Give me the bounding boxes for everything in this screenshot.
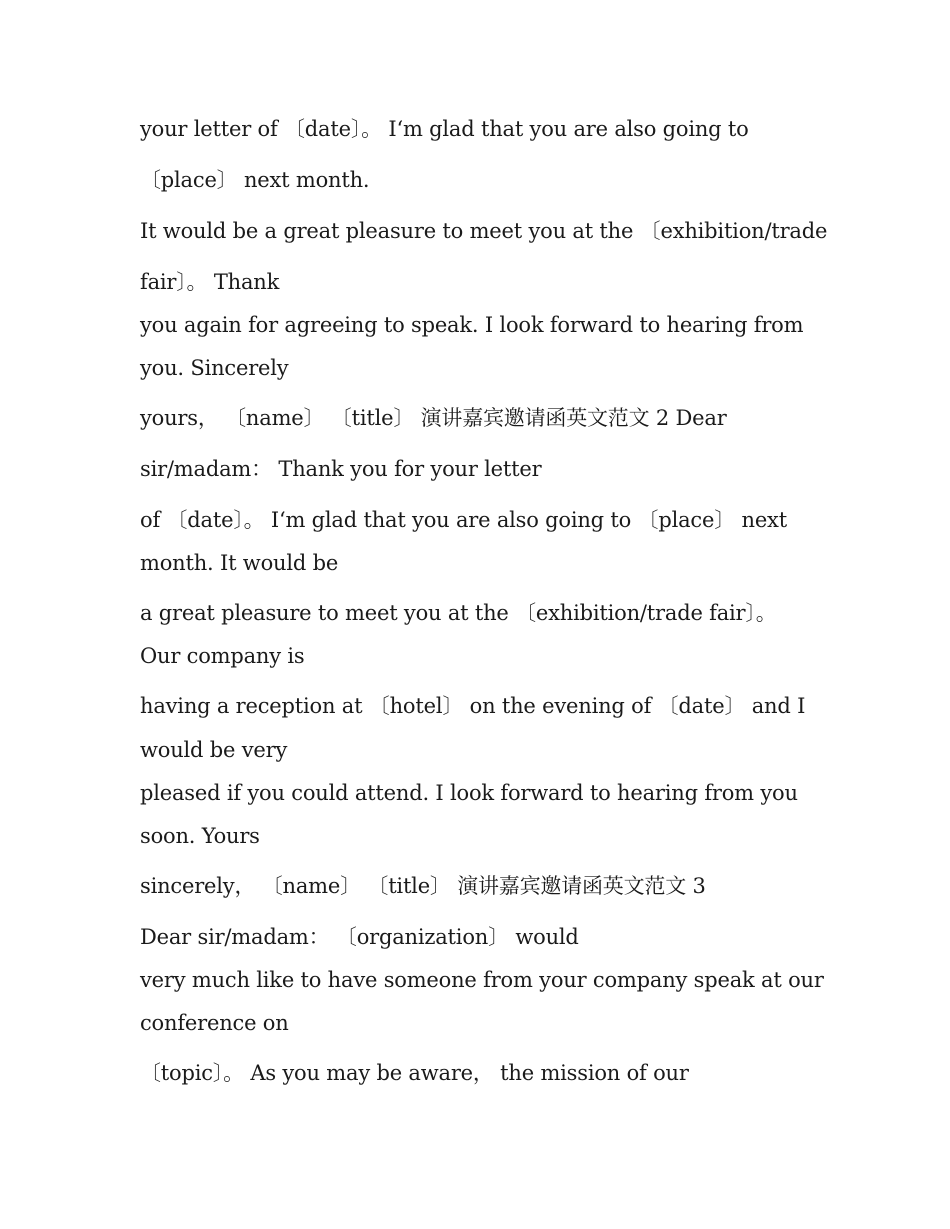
text-line: would be very	[140, 738, 288, 762]
text-line: pleased if you could attend. I look forward to hearing from you	[140, 781, 798, 805]
text-line: Dear sir/madam： 〔organization〕 would	[140, 925, 579, 949]
text-line: you again for agreeing to speak. I look forward to hearing from	[140, 313, 804, 337]
text-line: conference on	[140, 1011, 289, 1035]
text-line: having a reception at 〔hotel〕 on the evening of 〔date〕 and I	[140, 694, 806, 718]
text-line: month. It would be	[140, 551, 339, 575]
text-line: It would be a great pleasure to meet you at the 〔exhibition/trade	[140, 219, 828, 243]
text-line: a great pleasure to meet you at the 〔exhibition/trade fair〕。	[140, 601, 777, 625]
text-line: fair〕。 Thank	[140, 270, 280, 294]
text-line: of 〔date〕。 I‘m glad that you are also going to 〔place〕 next	[140, 508, 787, 532]
text-line: very much like to have someone from your company speak at our	[140, 968, 824, 992]
text-line: you. Sincerely	[140, 356, 289, 380]
text-line: 〔topic〕。 As you may be aware， the mission of our	[140, 1061, 689, 1085]
text-line: sir/madam： Thank you for your letter	[140, 457, 542, 481]
text-line: 〔place〕 next month.	[140, 168, 370, 192]
text-line: your letter of 〔date〕。 I‘m glad that you are also going to	[140, 117, 749, 141]
text-line: sincerely， 〔name〕 〔title〕 演讲嘉宾邀请函英文范文 3	[140, 874, 706, 898]
text-line: Our company is	[140, 644, 305, 668]
text-line: yours， 〔name〕 〔title〕 演讲嘉宾邀请函英文范文 2 Dear	[140, 406, 727, 430]
text-line: soon. Yours	[140, 824, 260, 848]
